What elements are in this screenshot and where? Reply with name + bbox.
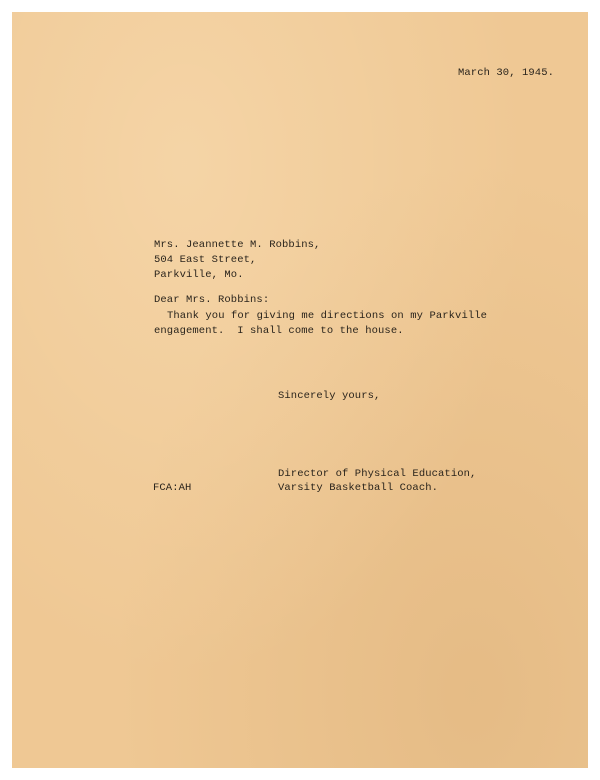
closing: Sincerely yours, (278, 390, 381, 402)
recipient-street: 504 East Street, (154, 254, 257, 266)
reference-initials: FCA:AH (153, 482, 192, 494)
recipient-name: Mrs. Jeannette M. Robbins, (154, 239, 321, 251)
signature-title-1: Director of Physical Education, (278, 468, 477, 480)
letter-page (12, 12, 588, 768)
salutation: Dear Mrs. Robbins: (154, 294, 270, 306)
signature-title-2: Varsity Basketball Coach. (278, 482, 439, 494)
recipient-city: Parkville, Mo. (154, 269, 244, 281)
letter-date: March 30, 1945. (458, 67, 555, 79)
body-line-1: Thank you for giving me directions on my Parkville (167, 310, 488, 322)
body-line-2: engagement. I shall come to the house. (154, 325, 404, 337)
